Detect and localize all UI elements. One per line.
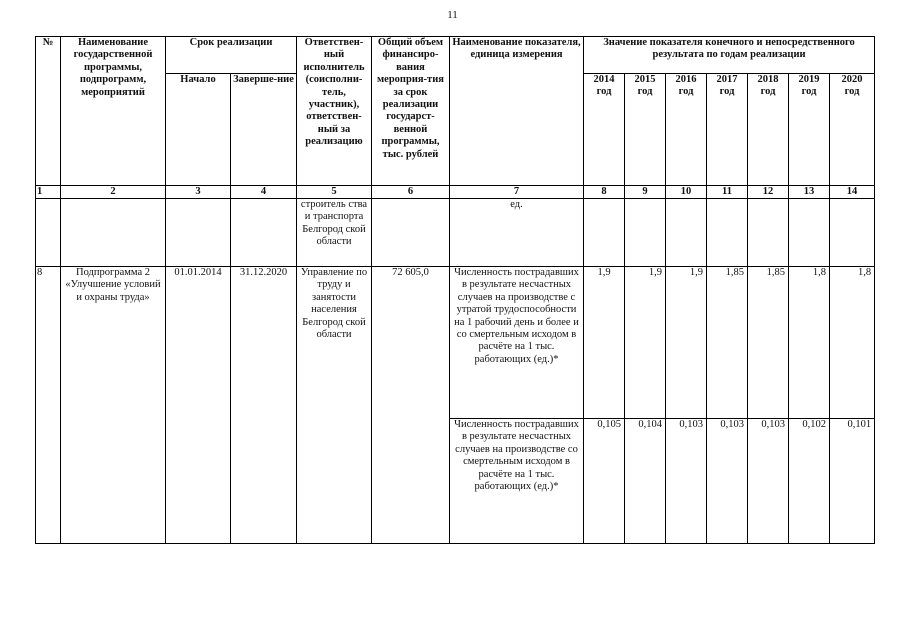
header-start: Начало — [166, 74, 231, 186]
column-number: 9 — [625, 186, 666, 199]
header-year-2016: 2016 год — [666, 74, 707, 186]
value-2015: 0,104 — [625, 419, 666, 544]
table-cell — [231, 199, 297, 267]
indicator-cell: Численность пострадавших в результате несчастных случаев на производстве с утратой трудоспособности на 1 рабочий день и более и со смертельным исходом в расчёте на 1 тыс. работающих (ед.)* — [450, 267, 584, 419]
funding-cell: 72 605,0 — [372, 267, 450, 544]
column-number: 7 — [450, 186, 584, 199]
header-values: Значение показателя конечного и непосредственного результата по годам реализации — [584, 37, 875, 74]
header-funding: Общий объем финансиро-вания мероприя-тия за срок реализации государст-венной программы, тыс. рублей — [372, 37, 450, 186]
table-cell — [707, 199, 748, 267]
header-indicator: Наименование показателя, единица измерения — [450, 37, 584, 186]
subprogram-name: Подпрограмма 2 «Улучшение условий и охраны труда» — [61, 267, 166, 544]
table-cell — [372, 199, 450, 267]
end-date: 31.12.2020 — [231, 267, 297, 544]
header-year-2015: 2015 год — [625, 74, 666, 186]
column-number: 11 — [707, 186, 748, 199]
value-2014: 0,105 — [584, 419, 625, 544]
value-2019: 0,102 — [789, 419, 830, 544]
indicator-cell: ед. — [450, 199, 584, 267]
table-cell — [166, 199, 231, 267]
indicator-cell: Численность пострадавших в результате несчастных случаев на производстве со смертельным исходом в расчёте на 1 тыс. работающих (ед.)* — [450, 419, 584, 544]
column-number: 13 — [789, 186, 830, 199]
column-number: 4 — [231, 186, 297, 199]
column-number: 1 — [36, 186, 61, 199]
page-number: 11 — [447, 9, 458, 21]
header-end: Заверше-ние — [231, 74, 297, 186]
column-number: 2 — [61, 186, 166, 199]
header-period: Срок реализации — [166, 37, 297, 74]
header-year-2014: 2014 год — [584, 74, 625, 186]
column-number: 6 — [372, 186, 450, 199]
header-year-2019: 2019 год — [789, 74, 830, 186]
table-cell — [789, 199, 830, 267]
header-year-2020: 2020 год — [830, 74, 875, 186]
column-number: 12 — [748, 186, 789, 199]
value-2018: 1,85 — [748, 267, 789, 419]
header-row-1 — [36, 37, 875, 74]
value-2019: 1,8 — [789, 267, 830, 419]
value-2018: 0,103 — [748, 419, 789, 544]
header-program-name: Наименование государственной программы, подпрограмм, мероприятий — [61, 37, 166, 186]
value-2017: 1,85 — [707, 267, 748, 419]
value-2017: 0,103 — [707, 419, 748, 544]
column-number: 10 — [666, 186, 707, 199]
column-number: 14 — [830, 186, 875, 199]
table-cell — [61, 199, 166, 267]
row-number: 8 — [36, 267, 61, 544]
start-date: 01.01.2014 — [166, 267, 231, 544]
column-number: 5 — [297, 186, 372, 199]
column-number-row — [36, 186, 875, 199]
header-num: № — [36, 37, 61, 186]
table-row — [36, 267, 875, 419]
header-year-2017: 2017 год — [707, 74, 748, 186]
table-cell — [36, 199, 61, 267]
value-2020: 1,8 — [830, 267, 875, 419]
value-2016: 1,9 — [666, 267, 707, 419]
table-cell — [666, 199, 707, 267]
executor-cell: Управление по труду и занятости населения Белгород ской области — [297, 267, 372, 544]
executor-cell: строитель ства и транспорта Белгород ской области — [297, 199, 372, 267]
table-cell — [830, 199, 875, 267]
header-year-2018: 2018 год — [748, 74, 789, 186]
program-table — [35, 36, 875, 544]
table-cell — [625, 199, 666, 267]
value-2020: 0,101 — [830, 419, 875, 544]
table-cell — [584, 199, 625, 267]
header-executor: Ответствен-ный исполнитель (соисполни-тель, участник), ответствен-ный за реализацию — [297, 37, 372, 186]
value-2014: 1,9 — [584, 267, 625, 419]
value-2016: 0,103 — [666, 419, 707, 544]
column-number: 8 — [584, 186, 625, 199]
column-number: 3 — [166, 186, 231, 199]
table-row — [36, 199, 875, 267]
table-cell — [748, 199, 789, 267]
value-2015: 1,9 — [625, 267, 666, 419]
